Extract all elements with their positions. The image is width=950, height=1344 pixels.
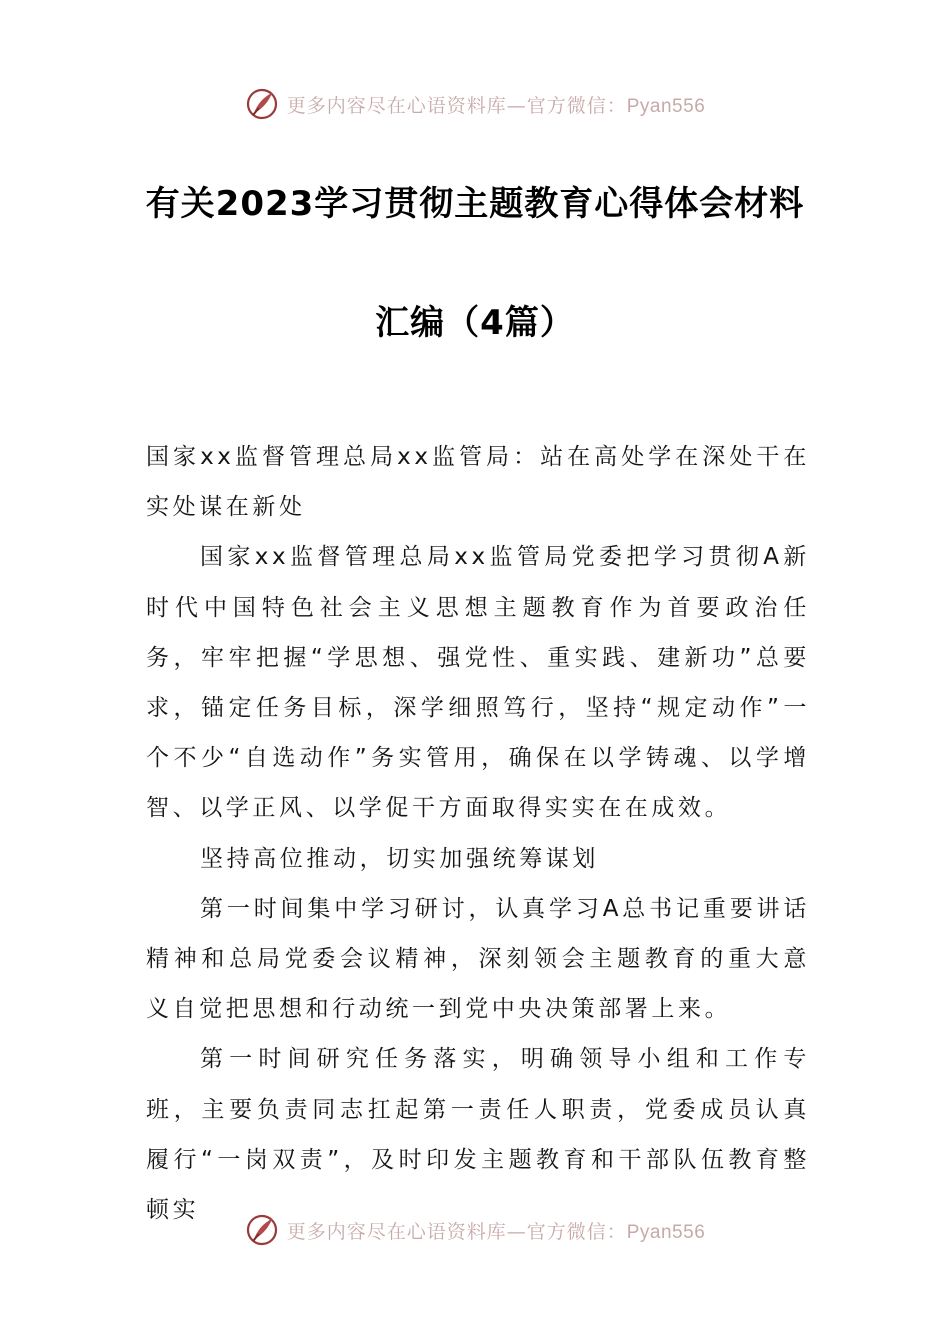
watermark-text: 更多内容尽在心语资料库—官方微信：Pyan556 (286, 94, 706, 117)
body-paragraph: 第一时间集中学习研讨，认真学习A总书记重要讲话精神和总局党委会议精神，深刻领会主题教育的重大意义自觉把思想和行动统一到党中央决策部署上来。 (146, 895, 810, 1023)
subheading-paragraph: 坚持高位推动，切实加强统筹谋划 (200, 845, 599, 872)
watermark-wechat-id: Pyan556 (626, 95, 706, 117)
section-heading-paragraph: 国家xx监督管理总局xx监管局：站在高处学在深处干在实处谋在新处 (146, 444, 810, 521)
quill-pen-logo-icon (245, 87, 279, 121)
quill-pen-logo-icon (245, 1213, 279, 1247)
watermark-wechat-id: Pyan556 (626, 1221, 706, 1243)
body-paragraph: 第一时间研究任务落实，明确领导小组和工作专班，主要负责同志扛起第一责任人职责，党委成员认真履行“一岗双责”，及时印发主题教育和干部队伍教育整顿实 (146, 1046, 810, 1224)
header-watermark (0, 84, 950, 124)
document-title-line-1: 有关2023学习贯彻主题教育心得体会材料 (145, 184, 805, 224)
body-paragraph: 国家xx监督管理总局xx监管局党委把学习贯彻A新时代中国特色社会主义思想主题教育作为首要政治任务，牢牢把握“学思想、强党性、重实践、建新功”总要求，锚定任务目标，深学细照笃行，坚持“规定动作”一个不少“自选动作”务实管用，确保在以学铸魂、以学增智、以学正风、以学促干方面取得实实在在成效。 (146, 544, 810, 822)
document-body (146, 432, 810, 1235)
document-title-line-2: 汇编（4篇） (375, 303, 575, 343)
watermark-text: 更多内容尽在心语资料库—官方微信：Pyan556 (286, 1220, 706, 1243)
footer-watermark (0, 1210, 950, 1250)
